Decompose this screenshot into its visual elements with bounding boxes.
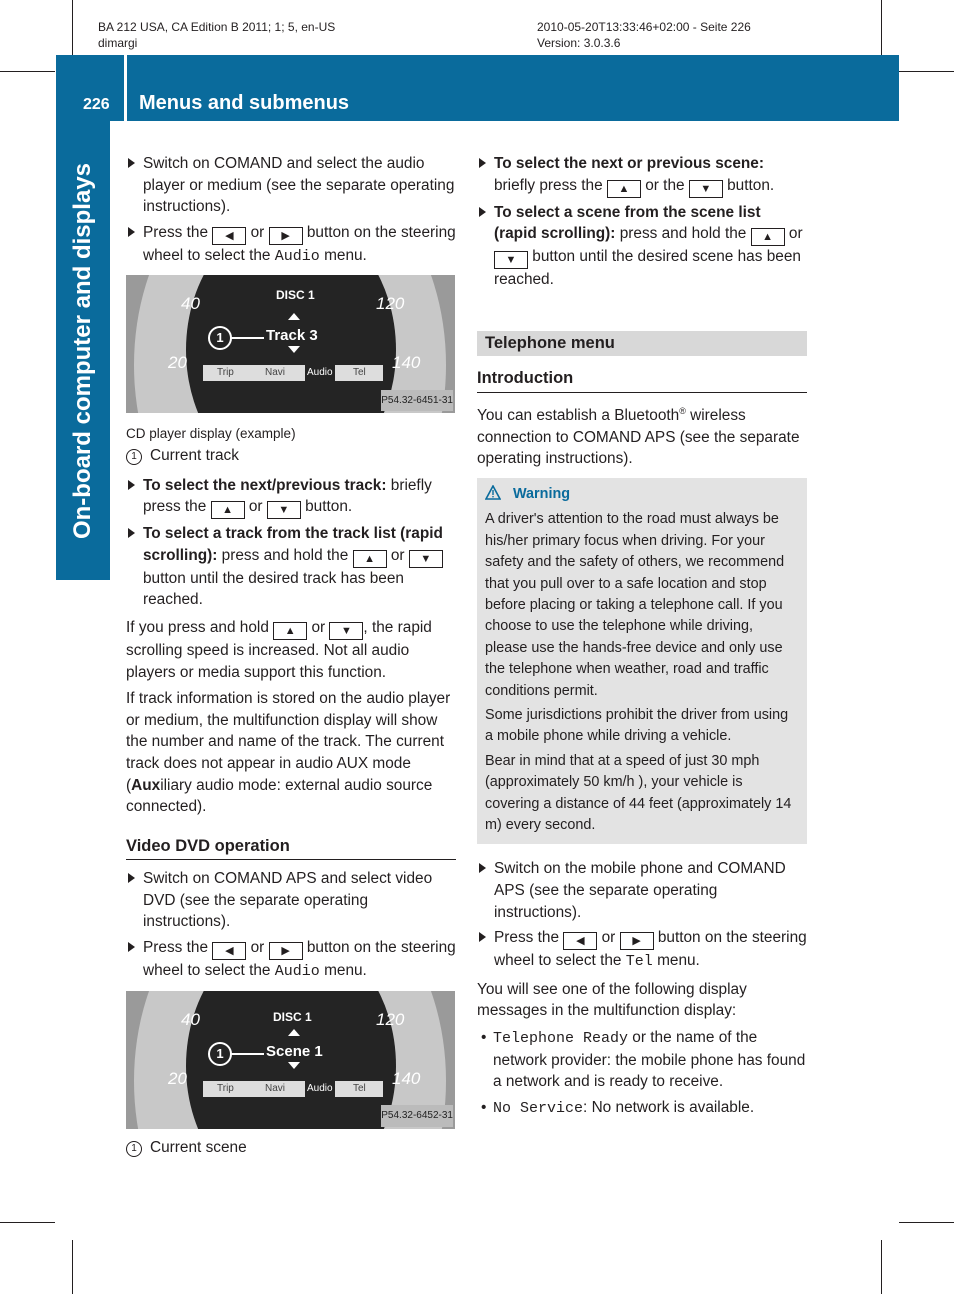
paragraph: You will see one of the following display messages in the multifunction display: — [477, 980, 747, 1020]
crop-mark — [72, 1240, 73, 1294]
menu-audio: Audio — [305, 1081, 335, 1097]
image-reference: P54.32-6451-31 — [381, 390, 453, 412]
right-button-icon: ▶ — [620, 932, 654, 950]
cd-player-display-image — [126, 275, 455, 413]
callout-number: 1 — [126, 1141, 142, 1157]
menu-tel: Tel — [353, 1082, 366, 1094]
step-arrow-icon — [479, 932, 486, 942]
up-button-icon: ▲ — [751, 228, 785, 246]
step-arrow-icon — [128, 942, 135, 952]
crop-mark — [0, 1222, 55, 1223]
callout-leader-line — [230, 1053, 264, 1055]
menu-tel: Tel — [353, 367, 366, 379]
warning-text: Bear in mind that at a speed of just 30 mph (approximately 50 km/h ), your vehicle is covering a distance of 44 feet (approximately 14 m) every second. — [485, 752, 792, 833]
paragraph: If you press and hold ▲ or ▼ , the rapid scrolling speed is increased. Not all audio players or media support this function. — [126, 618, 432, 681]
down-button-icon: ▼ — [689, 180, 723, 198]
section-title: Menus and submenus — [139, 92, 350, 114]
menu-navi: Navi — [265, 367, 286, 379]
menu-trip: Trip — [217, 367, 234, 379]
up-button-icon: ▲ — [353, 550, 387, 568]
track-label: Track 3 — [266, 327, 318, 345]
crop-mark — [0, 71, 55, 72]
callout-legend: 1 Current track — [126, 445, 456, 467]
warning-text: A driver's attention to the road must always be his/her primary focus when driving. For your safety and the safety of others, we recommend that you pull over to a safe location and stop before placing or taking a telephone call. If you choose to use the telephone while driving, please use the hands-free device and only use the telephone when weather, road and traffic conditions permit. — [485, 511, 785, 699]
menu-trip: Trip — [217, 1082, 234, 1094]
up-arrow-icon — [288, 1029, 300, 1036]
callout-number: 1 — [126, 449, 142, 465]
bullet-dot: • — [481, 1098, 487, 1116]
image-reference: P54.32-6452-31 — [381, 1105, 453, 1127]
warning-box — [477, 478, 807, 845]
left-column — [126, 153, 456, 1158]
down-button-icon: ▼ — [494, 251, 528, 269]
display-menu-bar — [203, 1081, 383, 1097]
header-separator — [124, 55, 127, 121]
display-message: No Service — [493, 1099, 584, 1117]
paragraph: You can establish a Bluetooth® wireless connection to COMAND APS (see the separate operating instructions). — [477, 405, 800, 468]
warning-title: Warning — [513, 485, 571, 502]
speed-label: 140 — [392, 353, 421, 373]
speed-label: 120 — [376, 294, 405, 314]
warning-triangle-icon — [485, 485, 501, 507]
callout-number: 1 — [208, 326, 232, 350]
down-button-icon: ▼ — [267, 501, 301, 519]
crop-mark — [72, 0, 73, 55]
left-button-icon: ◀ — [212, 227, 246, 245]
crop-mark — [881, 0, 882, 55]
image-caption: CD player display (example) — [126, 426, 296, 442]
bullet-dot: • — [481, 1028, 487, 1046]
crop-mark — [899, 1222, 954, 1223]
page-number: 226 — [83, 96, 110, 113]
speed-label: 20 — [168, 353, 187, 373]
up-button-icon: ▲ — [211, 501, 245, 519]
instruction-step: To select the next or previous scene: briefly press the ▲ or the ▼ button. — [477, 153, 807, 198]
speed-label: 120 — [376, 1009, 405, 1029]
menu-name: Audio — [274, 247, 320, 265]
instruction-step: Switch on the mobile phone and COMAND APS (see the separate operating instructions). — [477, 858, 807, 923]
up-arrow-icon — [288, 313, 300, 320]
paragraph: If track information is stored on the audio player or medium, the multifunction display will show the number and name of the track. The current track does not appear in audio AUX mode (Auxiliary audio mode: external audio source connected). — [126, 690, 451, 816]
menu-audio: Audio — [305, 365, 335, 381]
instruction-step: Switch on COMAND and select the audio player or medium (see the separate operating instructions). — [126, 153, 456, 218]
left-button-icon: ◀ — [212, 942, 246, 960]
down-button-icon: ▼ — [329, 622, 363, 640]
subsection-heading: Video DVD operation — [126, 836, 456, 861]
menu-name: Audio — [274, 963, 320, 981]
right-button-icon: ▶ — [269, 227, 303, 245]
step-arrow-icon — [479, 863, 486, 873]
menu-name: Tel — [625, 953, 653, 971]
speed-label: 40 — [181, 294, 200, 314]
step-arrow-icon — [479, 158, 486, 168]
bullet-item: • No Service: No network is available. — [481, 1098, 755, 1117]
section-heading: Telephone menu — [477, 331, 807, 357]
display-menu-bar — [203, 365, 383, 381]
disc-label: DISC 1 — [276, 288, 315, 303]
callout-leader-line — [230, 337, 264, 339]
left-button-icon: ◀ — [563, 932, 597, 950]
callout-legend: 1 Current scene — [126, 1137, 456, 1159]
instruction-step: To select the next/previous track: briefly press the ▲ or ▼ button. — [126, 475, 456, 520]
print-meta-left: BA 212 USA, CA Edition B 2011; 1; 5, en-US dimargi — [98, 20, 336, 50]
right-column — [477, 153, 807, 1123]
instruction-step: Press the ◀ or ▶ button on the steering wheel to select the Tel menu. — [477, 927, 807, 973]
right-button-icon: ▶ — [269, 942, 303, 960]
warning-text: Some jurisdictions prohibit the driver from using a mobile phone while driving a vehicle. — [485, 706, 789, 745]
scene-label: Scene 1 — [266, 1042, 323, 1060]
down-button-icon: ▼ — [409, 550, 443, 568]
callout-number: 1 — [208, 1042, 232, 1066]
step-arrow-icon — [128, 873, 135, 883]
down-arrow-icon — [288, 346, 300, 353]
bullet-item: • Telephone Ready or the name of the network provider: the mobile phone has found a network and is ready to receive. — [481, 1028, 806, 1091]
chapter-title: On-board computer and displays — [69, 162, 96, 540]
up-button-icon: ▲ — [607, 180, 641, 198]
speed-label: 20 — [168, 1068, 187, 1088]
instruction-step: To select a scene from the scene list (rapid scrolling): press and hold the ▲ or ▼ button until the desired scene has been reached. — [477, 202, 807, 291]
disc-label: DISC 1 — [273, 1009, 312, 1024]
display-message: Telephone Ready — [493, 1029, 629, 1047]
dvd-display-image — [126, 991, 455, 1129]
down-arrow-icon — [288, 1062, 300, 1069]
subsection-heading: Introduction — [477, 368, 807, 393]
crop-mark — [881, 1240, 882, 1294]
instruction-step: Press the ◀ or ▶ button on the steering wheel to select the Audio menu. — [126, 222, 456, 268]
step-arrow-icon — [479, 207, 486, 217]
warning-header — [485, 484, 799, 507]
instruction-step: To select a track from the track list (rapid scrolling): press and hold the ▲ or ▼ button until the desired track has been reached. — [126, 523, 456, 611]
step-arrow-icon — [128, 480, 135, 490]
up-button-icon: ▲ — [273, 622, 307, 640]
menu-navi: Navi — [265, 1082, 286, 1094]
speed-label: 40 — [181, 1009, 200, 1029]
print-meta-right: 2010-05-20T13:33:46+02:00 - Seite 226 Version: 3.0.3.6 — [537, 20, 751, 50]
instruction-step: Press the ◀ or ▶ button on the steering wheel to select the Audio menu. — [126, 937, 456, 983]
step-arrow-icon — [128, 227, 135, 237]
header-bar — [56, 55, 899, 121]
chapter-tab — [56, 121, 110, 580]
step-arrow-icon — [128, 158, 135, 168]
step-arrow-icon — [128, 528, 135, 538]
instruction-step: Switch on COMAND APS and select video DVD (see the separate operating instructions). — [126, 868, 456, 933]
speed-label: 140 — [392, 1068, 421, 1088]
crop-mark — [899, 71, 954, 72]
